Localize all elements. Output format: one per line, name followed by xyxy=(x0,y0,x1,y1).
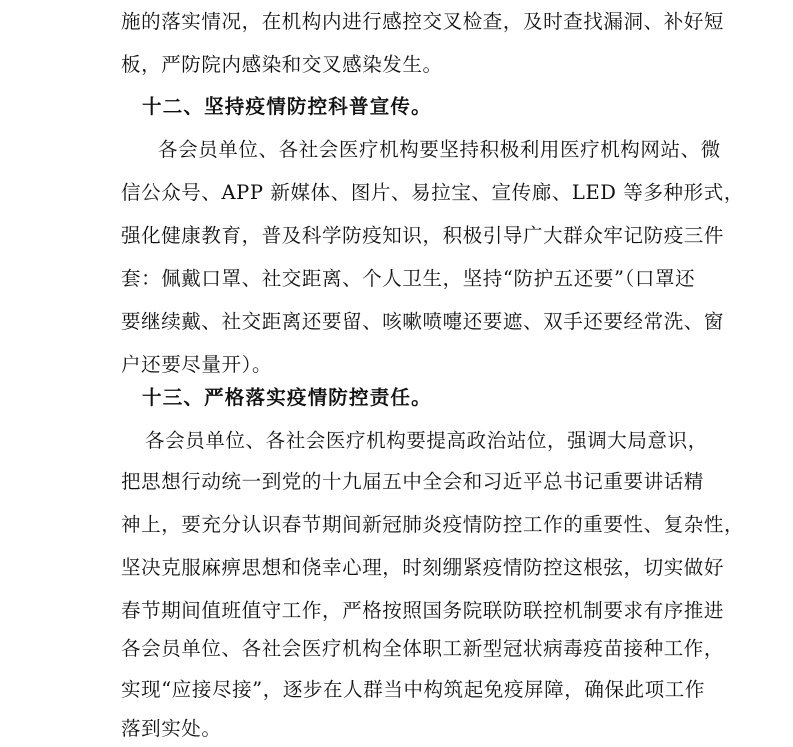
section-heading-12: 十二、坚持疫情防控科普宣传。 xyxy=(142,95,432,118)
section-heading-13: 十三、严格落实疫情防控责任。 xyxy=(142,386,432,409)
paragraph-line: 春节期间值班值守工作，严格按照国务院联防联控机制要求有序推进 xyxy=(121,599,725,622)
paragraph-line: 强化健康教育，普及科学防疫知识，积极引导广大群众牢记防疫三件 xyxy=(121,224,725,247)
paragraph-line: 神上，要充分认识春节期间新冠肺炎疫情防控工作的重要性、复杂性， xyxy=(121,513,745,536)
paragraph-line: 施的落实情况，在机构内进行感控交叉检查，及时查找漏洞、补好短 xyxy=(121,10,725,33)
paragraph-line: 落到实处。 xyxy=(121,717,222,740)
paragraph-line: 户还要尽量开）。 xyxy=(121,353,273,376)
paragraph-line: 套：佩戴口罩、社交距离、个人卫生，坚持“防护五还要”（口罩还 xyxy=(121,267,696,290)
paragraph-line: 板，严防院内感染和交叉感染发生。 xyxy=(121,53,443,76)
paragraph-line: 要继续戴、社交距离还要留、咳嗽喷嚏还要遮、双手还要经常洗、窗 xyxy=(121,310,725,333)
paragraph-line: 信公众号、APP 新媒体、图片、易拉宝、宣传廊、LED 等多种形式， xyxy=(121,181,744,204)
paragraph-line: 各会员单位、各社会医疗机构要提高政治站位，强调大局意识， xyxy=(145,429,708,452)
paragraph-line: 实现“应接尽接”，逐步在人群当中构筑起免疫屏障，确保此项工作 xyxy=(121,678,705,701)
paragraph-line: 坚决克服麻痹思想和侥幸心理，时刻绷紧疫情防控这根弦，切实做好 xyxy=(121,556,725,579)
paragraph-line: 各会员单位、各社会医疗机构要坚持积极利用医疗机构网站、微 xyxy=(158,138,721,161)
paragraph-line: 各会员单位、各社会医疗机构全体职工新型冠状病毒疫苗接种工作， xyxy=(121,637,725,660)
paragraph-line: 把思想行动统一到党的十九届五中全会和习近平总书记重要讲话精 xyxy=(121,470,704,493)
